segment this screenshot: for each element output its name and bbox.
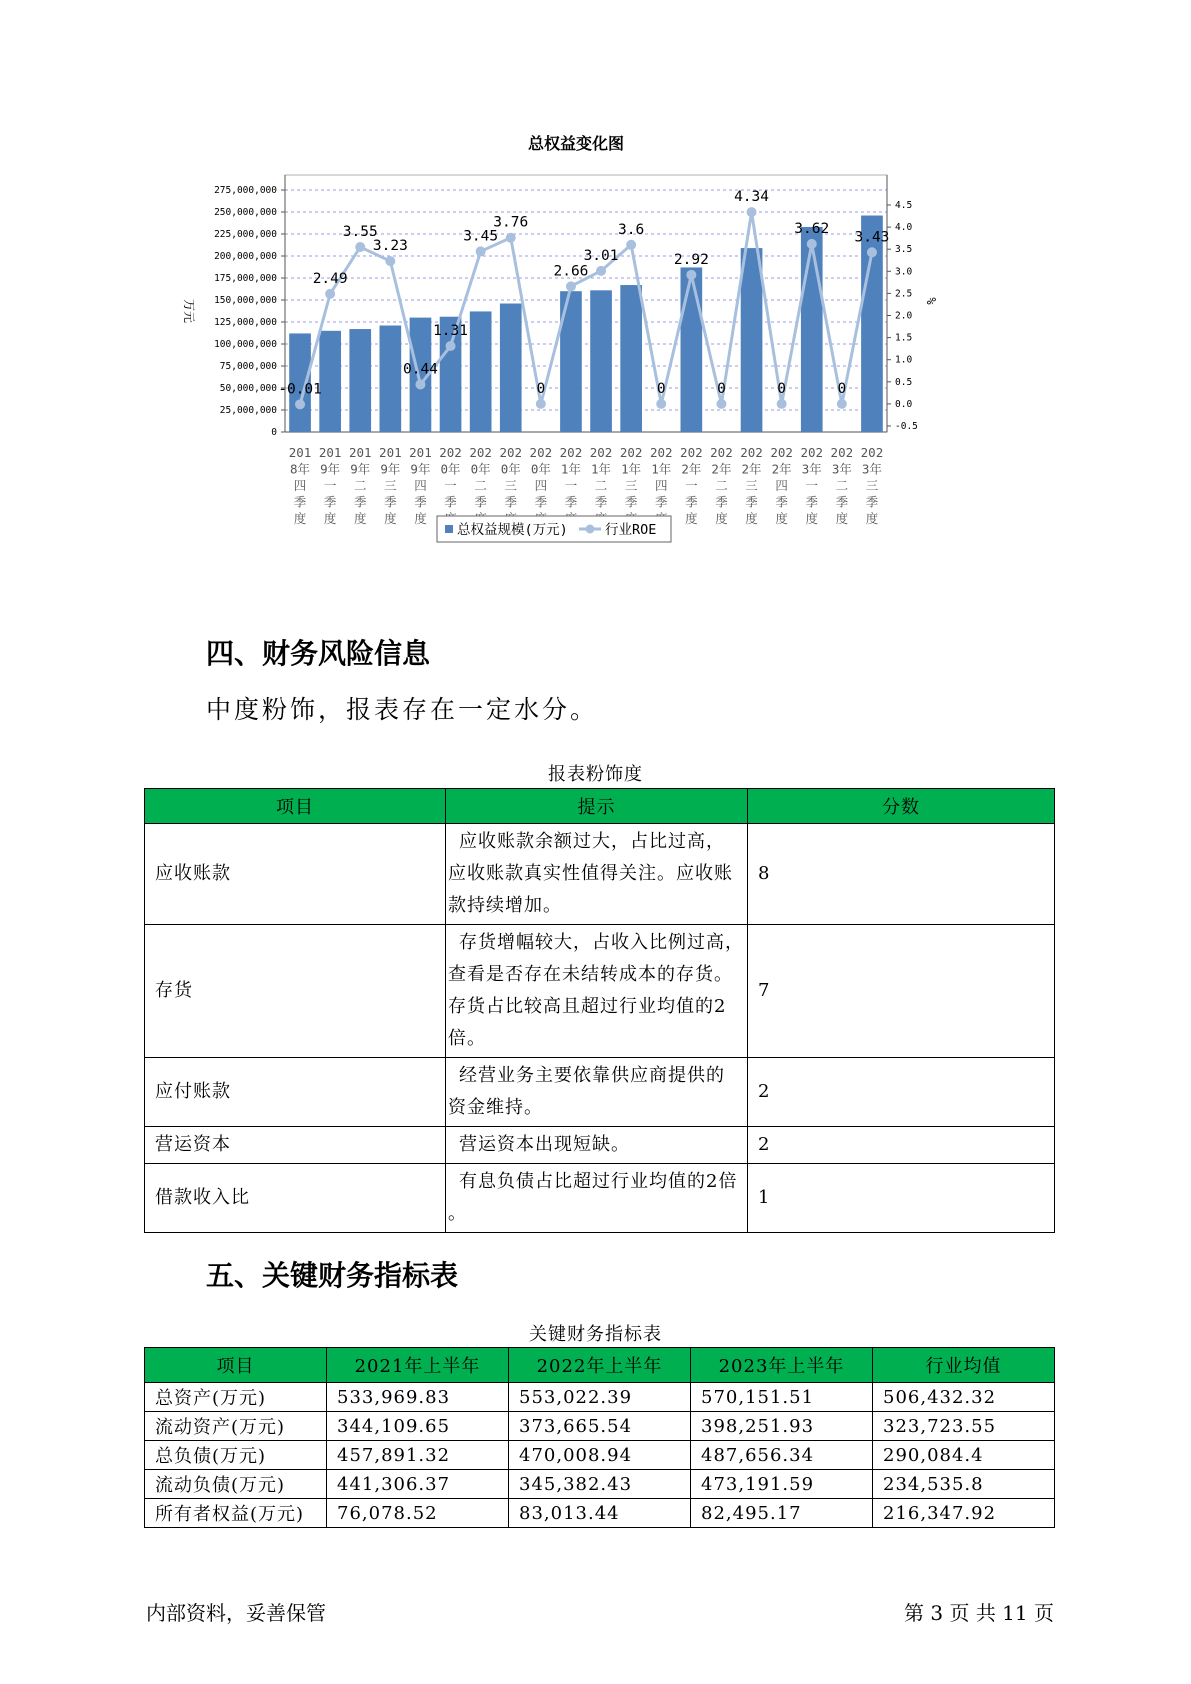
y-tick-label: 250,000,000 [214,207,277,218]
x-tick-label: 201 9年三季度 [379,445,402,526]
roe-point [596,266,606,276]
y2-tick-label: 4.5 [895,200,913,211]
roe-data-label: 3.76 [493,214,529,231]
kpi-value-cell: 473,191.59 [691,1470,873,1499]
legend-line-marker [586,525,595,534]
table-row [145,1470,1055,1499]
kpi-value-cell: 323,723.55 [873,1412,1055,1441]
risk-item-cell: 应收账款 [145,824,446,925]
x-tick-label: 202 0年二季 [469,445,492,510]
risk-hint-line: 应收账款真实性值得关注。应收账 [448,863,733,884]
equity-bar [681,267,703,432]
roe-data-label: 2.92 [673,251,709,268]
y-tick-label: 0 [271,427,277,438]
table-row [145,1412,1055,1441]
x-tick-label: 202 2年一季度 [680,445,703,526]
footer-confidential-note: 内部资料，妥善保管 [146,1601,326,1625]
y-tick-label: 225,000,000 [214,229,277,240]
table-row [145,824,1055,925]
kpi-value-cell: 216,347.92 [873,1499,1055,1528]
y-tick-label: 25,000,000 [219,405,277,416]
y-tick-label: 275,000,000 [214,185,277,196]
y-axis-label: 万元 [182,298,196,324]
y2-tick-label: 0.0 [895,398,913,410]
kpi-value-cell: 82,495.17 [691,1499,873,1528]
risk-hint-line: 营运资本出现短缺。 [459,1134,630,1155]
roe-point [506,233,516,243]
x-tick-label: 202 1年三季 [619,445,643,510]
x-tick-label: 202 2年四季度 [770,445,793,526]
kpi-value-cell: 553,022.39 [509,1383,691,1412]
risk-hint-cell [446,925,748,1058]
y2-tick-label: 1.0 [895,354,913,366]
kpi-item-cell: 所有者权益(万元) [145,1499,327,1528]
x-tick-label: 202 2年二季度 [710,445,733,526]
kpi-value-cell: 533,969.83 [327,1383,509,1412]
roe-data-label: 0 [717,380,726,397]
x-tick-label: 201 9年一季度 [318,445,342,526]
roe-point [626,240,636,250]
risk-table-caption: 报表粉饰度 [548,764,643,785]
y-tick-label: 100,000,000 [214,339,277,350]
y-tick-label: 50,000,000 [219,383,277,394]
kpi-section-heading: 五、关键财务指标表 [206,1259,459,1292]
equity-bar [349,329,371,432]
table-row [145,1499,1055,1528]
roe-data-label: 3.55 [342,223,378,240]
kpi-header-cell: 2023年上半年 [691,1348,873,1383]
risk-hint-line: 存货增幅较大，占收入比例过高， [459,932,744,953]
risk-header-cell: 提示 [446,789,748,824]
risk-table [144,788,1055,1233]
equity-bar [470,311,492,432]
risk-hint-cell [446,1127,748,1164]
roe-point [476,246,486,256]
risk-score-cell: 7 [748,925,1055,1058]
kpi-table [144,1347,1055,1528]
table-row [145,1164,1055,1233]
risk-hint-line: 有息负债占比超过行业均值的2倍 [459,1171,738,1192]
roe-point [656,399,666,409]
kpi-item-cell: 总负债(万元) [145,1441,327,1470]
roe-point [747,207,757,217]
risk-item-cell: 借款收入比 [145,1164,446,1233]
kpi-value-cell: 398,251.93 [691,1412,873,1441]
kpi-item-cell: 流动负债(万元) [145,1470,327,1499]
x-tick-label: 202 3年二季度 [830,445,854,526]
x-tick-label: 202 3年一季度 [800,445,824,526]
kpi-value-cell: 457,891.32 [327,1441,509,1470]
plot-frame [285,175,890,432]
risk-score-cell: 8 [748,824,1055,925]
y2-tick-label: -0.5 [895,421,918,432]
kpi-item-cell: 流动资产(万元) [145,1412,327,1441]
risk-section-heading: 四、财务风险信息 [206,637,431,670]
equity-bar [380,326,402,432]
y2-tick-label: 2.0 [895,310,913,322]
kpi-header-cell: 项目 [145,1348,327,1383]
y-tick-label: 200,000,000 [214,251,277,262]
chart-title: 总权益变化图 [527,135,625,153]
x-tick-label: 202 0年三季 [499,445,523,510]
y2-tick-label: 3.5 [895,244,913,256]
kpi-value-cell: 345,382.43 [509,1470,691,1499]
roe-point [837,399,847,409]
risk-score-cell: 1 [748,1164,1055,1233]
roe-point [566,281,576,291]
roe-point [716,399,726,409]
y-tick-label: 125,000,000 [214,317,277,328]
risk-hint-cell [446,1164,748,1233]
kpi-value-cell: 290,084.4 [873,1441,1055,1470]
kpi-value-cell: 441,306.37 [327,1470,509,1499]
equity-bar [801,227,823,432]
kpi-value-cell: 76,078.52 [327,1499,509,1528]
equity-bar [590,290,612,432]
risk-hint-line: 资金维持。 [448,1097,543,1118]
risk-header-cell: 分数 [748,789,1055,824]
roe-point [385,256,395,266]
kpi-item-cell: 总资产(万元) [145,1383,327,1412]
table-row [145,1383,1055,1412]
kpi-header-cell: 2021年上半年 [327,1348,509,1383]
risk-score-cell: 2 [748,1127,1055,1164]
y2-axis-label: % [924,297,938,305]
y2-tick-label: 2.5 [895,288,913,300]
kpi-value-cell: 506,432.32 [873,1383,1055,1412]
y2-tick-label: 0.5 [895,376,913,388]
risk-hint-line: 倍。 [448,1028,486,1049]
table-row [145,1127,1055,1164]
kpi-value-cell: 234,535.8 [873,1470,1055,1499]
roe-data-label: 0 [656,380,666,397]
x-tick-label: 201 9年四季度 [409,445,432,526]
risk-item-cell: 存货 [145,925,446,1058]
x-tick-label: 202 1年二季 [589,445,613,510]
y-tick-label: 175,000,000 [214,273,277,284]
kpi-table-caption: 关键财务指标表 [529,1324,662,1345]
roe-point [355,242,365,252]
x-tick-label: 202 1年一季 [559,445,583,510]
roe-point [446,341,456,351]
equity-bar [620,285,642,432]
legend-bar-swatch [445,525,453,533]
y2-tick-label: 1.5 [895,332,913,344]
risk-hint-line: 存货占比较高且超过行业均值的2 [448,996,727,1017]
x-tick-label: 202 3年三季度 [860,445,884,526]
roe-data-label: 2.49 [312,270,348,287]
equity-bar [741,248,763,432]
risk-hint-line: 款持续增加。 [448,895,562,916]
roe-data-label: 3.62 [794,220,830,237]
roe-data-label: 4.34 [734,189,770,206]
kpi-value-cell: 570,151.51 [691,1383,873,1412]
roe-point [686,270,696,280]
roe-data-label: 0 [777,380,787,397]
roe-data-label: 3.23 [372,238,408,255]
roe-data-label: 3.01 [583,247,619,264]
kpi-value-cell: 83,013.44 [509,1499,691,1528]
x-tick-label: 202 0年一季 [439,445,462,510]
risk-hint-line: 应收账款余额过大，占比过高， [459,831,725,852]
risk-hint-cell [446,1058,748,1127]
kpi-value-cell: 487,656.34 [691,1441,873,1470]
kpi-header-cell: 2022年上半年 [509,1348,691,1383]
roe-data-label: -0.01 [278,381,322,398]
roe-data-label: 3.43 [854,229,890,246]
kpi-value-cell: 344,109.65 [327,1412,509,1441]
x-tick-label: 202 0年四季 [529,445,553,510]
roe-point [867,247,877,257]
risk-hint-line: 经营业务主要依靠供应商提供的 [459,1065,725,1086]
kpi-value-cell: 470,008.94 [509,1441,691,1470]
y-tick-label: 150,000,000 [214,295,277,306]
roe-data-label: 0 [536,380,546,397]
risk-item-cell: 营运资本 [145,1127,446,1164]
roe-data-label: 2.66 [553,263,589,280]
equity-bar [500,304,522,432]
roe-point [777,399,787,409]
table-row [145,1058,1055,1127]
roe-point [536,399,546,409]
risk-item-cell: 应付账款 [145,1058,446,1127]
risk-score-cell: 2 [748,1058,1055,1127]
risk-hint-line: 查看是否存在未结转成本的存货。 [448,964,733,985]
equity-bar [319,331,341,432]
risk-summary-text: 中度粉饰，报表存在一定水分。 [206,695,599,724]
footer-page-number: 第 3 页 共 11 页 [904,1601,1054,1625]
roe-data-label: 3.45 [463,228,499,245]
legend-label-equity: 总权益规模(万元) [457,522,568,538]
y2-tick-label: 3.0 [895,266,913,278]
roe-point [325,289,335,299]
roe-point [807,239,817,249]
x-tick-label: 201 8年四季度 [288,445,312,526]
total-equity-chart [175,135,1015,595]
roe-point [415,379,425,389]
kpi-header-cell: 行业均值 [873,1348,1055,1383]
risk-hint-line: 。 [448,1203,467,1224]
risk-hint-cell [446,824,748,925]
x-tick-label: 201 9年二季度 [348,445,372,526]
legend-label-roe: 行业ROE [605,522,657,538]
table-row [145,925,1055,1058]
x-tick-label: 202 1年四季 [649,445,673,510]
y-tick-label: 75,000,000 [219,361,277,372]
roe-data-label: 0.44 [402,361,438,378]
table-row [145,1441,1055,1470]
roe-data-label: 1.31 [433,322,469,339]
roe-data-label: 0 [837,380,847,397]
kpi-value-cell: 373,665.54 [509,1412,691,1441]
x-tick-label: 202 2年三季度 [740,445,763,526]
risk-header-cell: 项目 [145,789,446,824]
roe-data-label: 3.6 [618,221,645,238]
y2-tick-label: 4.0 [895,222,913,234]
roe-point [295,399,305,409]
